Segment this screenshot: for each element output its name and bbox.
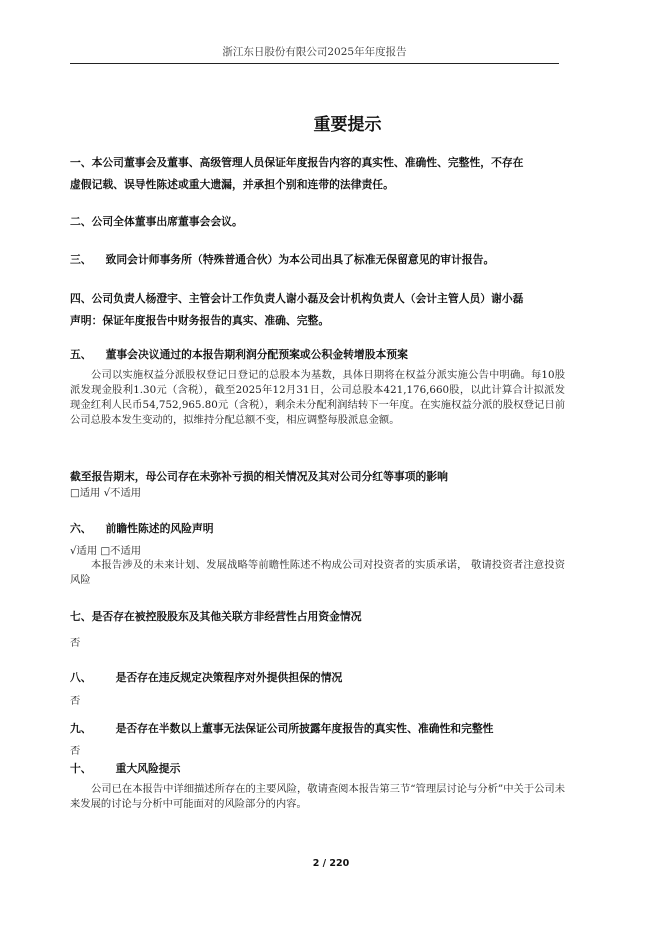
major-risk-text: 公司已在本报告中详细描述所存在的主要风险，敬请查阅本报告第三节“管理层讨论与分析”中关于公司未来发展的讨论与分析中可能面对的风险部分的内容。: [70, 783, 565, 810]
section-7-heading: 七、是否存在被控股股东及其他关联方非经营性占用资金情况: [70, 610, 362, 623]
section-7-answer: 否: [70, 637, 81, 649]
section-2: 二、公司全体董事出席董事会会议。: [70, 215, 243, 228]
forward-looking-text: 本报告涉及的未来计划、发展战略等前瞻性陈述不构成公司对投资者的实质承诺， 敬请投资者注意投资风险: [70, 559, 565, 586]
profit-distribution-text: 公司以实施权益分派股权登记日登记的总股本为基数，具体日期将在权益分派实施公告中明确。每10股派发现金股利1.30元（含税），截至2025年12月31日，公司总股本421,176,660股，以此计算合计拟派发现金红利人民币54,752,965.80元（含税），剩余未分配利润结转下一年度。在实施权益分派的股权登记日前公司总股本发生变动的，拟维持分配总额不变，相应调整每股派息金额。: [70, 369, 565, 426]
section-1-line-1: 一、本公司董事会及董事、高级管理人员保证年度报告内容的真实性、准确性、完整性，不存在: [70, 156, 524, 169]
page-number: 2 / 220: [312, 858, 350, 869]
section-8-heading: [70, 667, 565, 689]
section-9-heading: [70, 718, 565, 740]
loss-heading: 截至报告期末，母公司存在未弥补亏损的相关情况及其对公司分红等事项的影响: [70, 470, 448, 483]
section-6-title: 前瞻性陈述的风险声明: [105, 522, 214, 535]
section-8-title: 是否存在违反规定决策程序对外提供担保的情况: [115, 671, 343, 684]
section-10-heading: [70, 758, 565, 780]
running-header: 浙江东日股份有限公司2025年年度报告: [222, 46, 407, 58]
section-1-line-2: 虚假记载、误导性陈述或重大遗漏，并承担个别和连带的法律责任。: [70, 178, 394, 191]
section-9-answer: 否: [70, 745, 81, 757]
section-10-number: 十、: [70, 762, 92, 775]
section-9-number: 九、: [70, 722, 92, 735]
section-4-line-2: 声明：保证年度报告中财务报告的真实、准确、完整。: [70, 314, 330, 327]
section-9-title: 是否存在半数以上董事无法保证公司所披露年度报告的真实性、准确性和完整性: [115, 722, 494, 735]
section-4: [70, 288, 565, 332]
header-divider: [70, 63, 559, 64]
section-3: [70, 249, 565, 271]
section-10-body: [70, 782, 565, 812]
section-5-body: [70, 368, 565, 428]
section-3-text: 致同会计师事务所（特殊普通合伙）为本公司出具了标准无保留意见的审计报告。: [105, 253, 495, 266]
section-6-heading: [70, 518, 565, 540]
section-5-number: 五、: [70, 348, 92, 361]
section-6-options: √适用 □不适用: [70, 545, 142, 557]
section-6-number: 六、: [70, 522, 92, 535]
loss-options: □适用 √不适用: [70, 487, 142, 499]
section-3-number: 三、: [70, 253, 92, 266]
section-8-answer: 否: [70, 695, 81, 707]
section-8-number: 八、: [70, 671, 92, 684]
section-1: [70, 152, 565, 196]
section-4-line-1: 四、公司负责人杨澄宇、主管会计工作负责人谢小磊及会计机构负责人（会计主管人员）谢小磊: [70, 292, 524, 305]
section-10-title: 重大风险提示: [115, 762, 181, 775]
section-5-heading: [70, 344, 565, 366]
page-title: 重要提示: [313, 115, 382, 135]
section-5-title: 董事会决议通过的本报告期利润分配预案或公积金转增股本预案: [105, 348, 408, 361]
section-6-body: [70, 558, 565, 588]
